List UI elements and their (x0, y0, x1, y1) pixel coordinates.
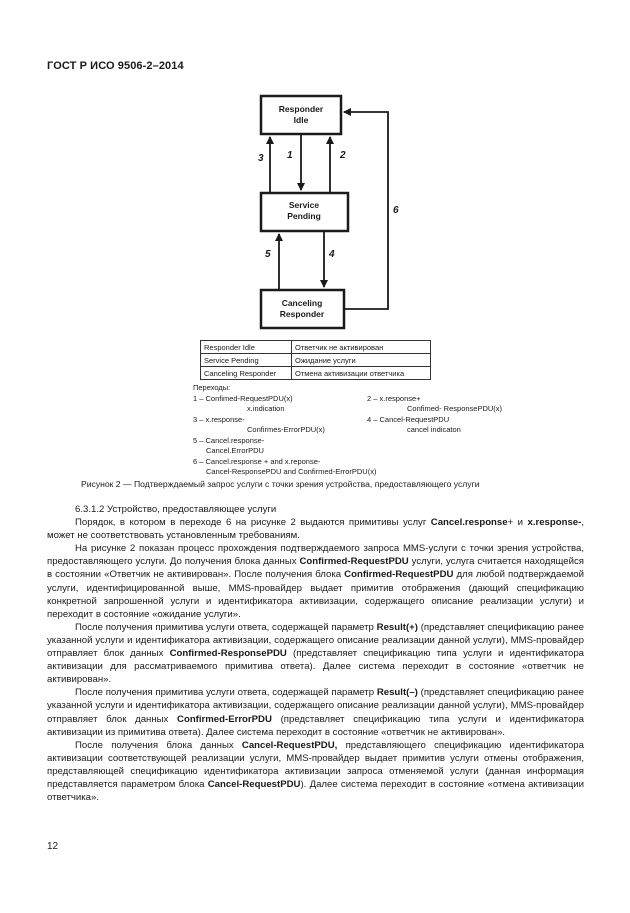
transition-6-line2: Cancel-ResponsePDU and Confirmed-ErrorPDU(x) (206, 467, 377, 476)
transition-6-line1: 6 – Cancel.response + and x.reponse- (193, 457, 321, 466)
node-service-pending-line2: Pending (287, 211, 321, 221)
text-run: После получения примитива услуги ответа, содержащей параметр (75, 621, 377, 633)
node-canceling-responder-line1: Canceling (281, 298, 323, 308)
edge-2-label: 2 (340, 150, 346, 161)
text-run: Порядок, в котором в переходе 6 на рисунке 2 выдаются примитивы услуг (75, 517, 431, 529)
legend-meaning: Ожидание услуги (292, 354, 431, 367)
text-run: (представляет спецификацию ранее указанной услуги и идентификатора активизации, содержащего описание реализации данной услуги), MMS-провайдер отправляет блок данных (47, 621, 585, 660)
transition-4-line2: cancel indicaton (407, 425, 461, 434)
text-run: + и (507, 517, 528, 529)
text-run: На рисунке 2 показан процесс прохождения подтверждаемого запроса MMS-услуги с точки зрения устройства, предоставляющего услуги. До получения блока данных (47, 543, 584, 568)
edge-6-arrow (344, 112, 388, 309)
paragraph (47, 621, 584, 686)
edge-1-label: 1 (287, 150, 293, 161)
document-header: ГОСТ Р ИСО 9506-2–2014 (47, 60, 184, 72)
edge-5-label: 5 (265, 249, 271, 260)
text-run-bold: Cancel-RequestPDU (207, 778, 301, 790)
text-run: (представляет спецификацию типа услуги и идентификатора активизации из примитива ответа). Далее система переходит в состояние «ответчик не активирован». (47, 713, 584, 738)
body-text (47, 503, 584, 804)
legend-row (201, 341, 431, 354)
transition-1-line1: 1 – Confimed-RequestPDU(x) (193, 394, 293, 403)
edge-6-label: 6 (393, 205, 399, 216)
paragraph (47, 542, 584, 621)
text-run-bold: Confirmed-ResponsePDU (169, 648, 287, 660)
text-run: (представляет спецификацию типа услуги и идентификатора активизации для рассматриваемого примитива ответа). Далее система переходит в состояние «ответчик не активирован». (47, 648, 584, 686)
legend-term: Service Pending (201, 354, 292, 367)
text-run-bold: x.response- (527, 517, 582, 529)
transition-4-line1: 4 – Cancel-RequestPDU (367, 415, 450, 424)
paragraph (47, 686, 584, 738)
legend-row (201, 367, 431, 380)
legend-meaning: Ответчик не активирован (292, 341, 431, 354)
text-run: ). Далее система переходит в состояние «отмена активизации ответчика». (47, 778, 584, 804)
text-run: После получения блока данных (75, 739, 242, 751)
text-run: , может не соответствовать установленным требованиям. (47, 517, 584, 542)
transition-3-line2: Confirmes-ErrorPDU(x) (247, 425, 325, 434)
transition-5 (193, 436, 264, 456)
legend-table (200, 340, 431, 380)
transition-5-line1: 5 – Cancel.response- (193, 436, 265, 445)
legend-row (201, 354, 431, 367)
legend-term: Responder Idle (201, 341, 292, 354)
text-run-bold: Confirmed-RequestPDU (299, 556, 409, 568)
page-number: 12 (47, 841, 59, 852)
section-heading: 6.3.1.2 Устройство, предоставляющее услуги (75, 504, 277, 515)
transition-4 (367, 415, 461, 435)
state-diagram (0, 0, 630, 340)
legend-term: Canceling Responder (201, 367, 292, 380)
edge-3-label: 3 (258, 153, 264, 164)
text-run-bold: Result(–) (376, 687, 418, 699)
transition-6 (193, 457, 376, 477)
text-run-bold: Confirmed-RequestPDU (344, 569, 454, 581)
node-responder-idle-line1: Responder (278, 104, 324, 114)
figure-caption: Рисунок 2 — Подтверждаемый запрос услуги с точки зрения устройства, предоставляющего услуги (81, 479, 480, 489)
node-responder-idle-line2: Idle (293, 115, 309, 125)
text-run: для любой подтверждаемой услуги, идентифицированной выше, MMS-провайдер выдает примитив отображения (дающий спецификацию конкретной запрошенной услуги и идентификатора активизации, содержащего описание реализации услуги) и переходит в состояние «ожидание услуги». (47, 569, 584, 620)
transition-2-line1: 2 – x.response+ (367, 394, 421, 403)
node-service-pending-line1: Service (288, 200, 320, 210)
legend-meaning: Отмена активизации ответчика (292, 367, 431, 380)
text-run: (представляет спецификацию ранее указанной услуги и идентификатора активизации, содержащего описание реализации данной услуги), MMS-провайдер отправляет блок данных (47, 687, 584, 725)
transition-1-line2: x.indication (247, 404, 285, 413)
text-run-bold: Cancel-RequestPDU, (241, 739, 338, 751)
paragraph (47, 516, 584, 542)
node-canceling-responder-line2: Responder (279, 309, 325, 319)
transition-3-line1: 3 – x.response- (193, 415, 245, 424)
text-run-bold: Confirmed-ErrorPDU (177, 713, 272, 725)
transition-2-line2: Confimed- ResponsePDU(x) (407, 404, 503, 413)
text-run-bold: Cancel.response (430, 517, 508, 529)
transition-3 (193, 415, 325, 435)
transition-1 (193, 394, 293, 414)
text-run: После получения примитива услуги ответа, содержащей параметр (75, 687, 377, 699)
paragraph (47, 739, 584, 804)
text-run: представляющего спецификацию идентификатора активизации соответствующей реализации услуги, MMS-провайдер выдает примитив услуги отмены отображения, представляющей спецификацию идентификатора активизации запроса отменяемой услуги (данная информация представляется параметром блока (47, 739, 584, 790)
transitions-heading: Переходы: (193, 383, 231, 392)
transition-2 (367, 394, 502, 414)
edge-4-label: 4 (329, 249, 335, 260)
text-run: услуги, услуга считается находящейся в состоянии «Ответчик не активирован». После получения блока (47, 556, 584, 581)
text-run-bold: Result(+) (376, 621, 418, 633)
transition-5-line2: Cancel.ErrorPDU (206, 446, 264, 455)
